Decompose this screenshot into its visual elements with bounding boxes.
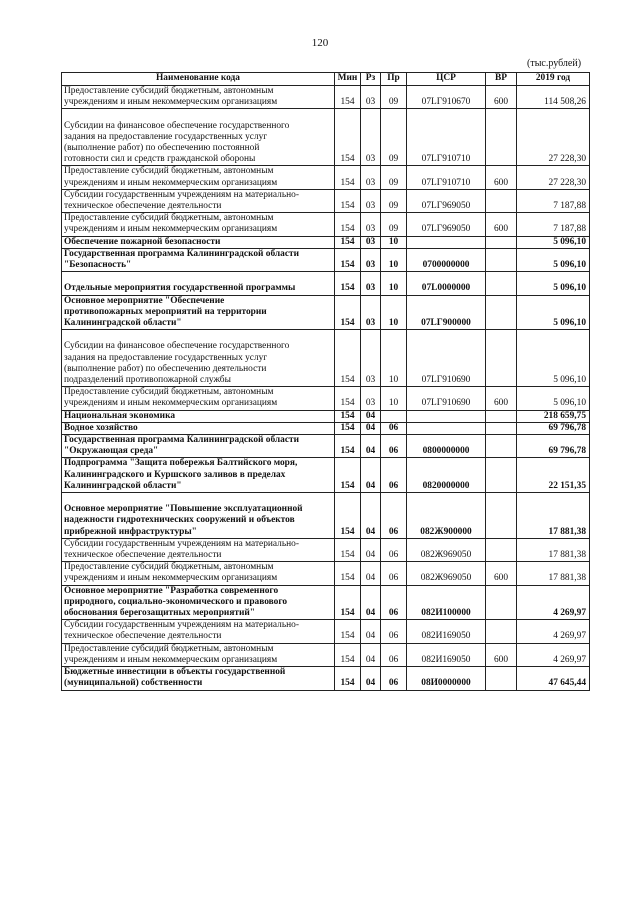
cell-amount: 4 269,97 [517, 585, 590, 620]
cell-amount: 218 659,75 [517, 410, 590, 422]
table-row [62, 585, 590, 620]
table-row [62, 538, 590, 561]
row-name-line: Субсидии на финансовое обеспечение государственного [64, 341, 290, 352]
cell-min: 154 [335, 667, 361, 690]
table-row [62, 86, 590, 109]
row-name [62, 387, 335, 410]
cell-pr: 10 [381, 248, 407, 271]
cell-rz: 03 [361, 272, 381, 295]
table-row [62, 272, 590, 295]
cell-rz: 03 [361, 86, 381, 109]
cell-min: 154 [335, 538, 361, 561]
row-name-line: Субсидии государственным учреждениям на материально- [64, 189, 299, 200]
row-name-line: Основное мероприятие "Повышение эксплуатационной [64, 504, 303, 515]
cell-min: 154 [335, 236, 361, 248]
table-row [62, 493, 590, 539]
cell-amount: 114 508,26 [517, 86, 590, 109]
table-row [62, 248, 590, 271]
cell-rz: 04 [361, 410, 381, 422]
cell-amount: 47 645,44 [517, 667, 590, 690]
cell-amount: 17 881,38 [517, 538, 590, 561]
row-name [62, 86, 335, 109]
row-name [62, 620, 335, 643]
cell-vr [486, 422, 517, 434]
cell-amount: 5 096,10 [517, 330, 590, 387]
row-name [62, 189, 335, 212]
cell-rz: 03 [361, 236, 381, 248]
cell-amount: 5 096,10 [517, 236, 590, 248]
cell-min: 154 [335, 189, 361, 212]
cell-amount: 4 269,97 [517, 620, 590, 643]
cell-vr: 600 [486, 166, 517, 189]
cell-vr: 600 [486, 562, 517, 585]
cell-pr [381, 410, 407, 422]
cell-vr [486, 330, 517, 387]
cell-pr: 06 [381, 538, 407, 561]
cell-csr [407, 410, 486, 422]
row-name-line: техническое обеспечение деятельности [64, 201, 222, 212]
cell-min: 154 [335, 410, 361, 422]
row-name-line: Калининградской области" [64, 318, 182, 329]
cell-pr: 10 [381, 272, 407, 295]
cell-vr [486, 410, 517, 422]
cell-vr [486, 272, 517, 295]
row-name-line: Предоставление субсидий бюджетным, автономным [64, 166, 274, 177]
header-row [62, 73, 590, 86]
cell-csr: 07LГ910710 [407, 166, 486, 189]
cell-vr: 600 [486, 387, 517, 410]
cell-csr: 082И169050 [407, 643, 486, 666]
cell-amount: 69 796,78 [517, 435, 590, 458]
cell-rz: 03 [361, 109, 381, 166]
row-name-line: (муниципальной) собственности [64, 678, 203, 689]
cell-vr: 600 [486, 213, 517, 236]
cell-pr: 06 [381, 620, 407, 643]
cell-rz: 03 [361, 330, 381, 387]
table-row [62, 458, 590, 493]
cell-vr [486, 109, 517, 166]
row-name-line: Предоставление субсидий бюджетным, автономным [64, 643, 274, 654]
row-name-line: техническое обеспечение деятельности [64, 631, 222, 642]
cell-min: 154 [335, 387, 361, 410]
row-name-line: обоснования берегозащитных мероприятий" [64, 608, 256, 619]
cell-min: 154 [335, 458, 361, 493]
cell-min: 154 [335, 620, 361, 643]
table-row [62, 562, 590, 585]
row-name-line: учреждениям и иным некоммерческим организациям [64, 97, 278, 108]
cell-pr: 06 [381, 585, 407, 620]
cell-amount: 5 096,10 [517, 272, 590, 295]
table-row [62, 213, 590, 236]
cell-pr: 09 [381, 109, 407, 166]
cell-csr: 082Ж969050 [407, 562, 486, 585]
row-name-line: подразделений противопожарной службы [64, 375, 231, 386]
cell-vr [486, 493, 517, 539]
cell-pr: 09 [381, 189, 407, 212]
cell-amount: 5 096,10 [517, 248, 590, 271]
row-name [62, 435, 335, 458]
row-name-line: Субсидии государственным учреждениям на материально- [64, 620, 299, 631]
row-name [62, 330, 335, 387]
table-row [62, 643, 590, 666]
row-name-line: Калининградского и Куршского заливов в пределах [64, 469, 286, 480]
cell-csr: 08И0000000 [407, 667, 486, 690]
row-name [62, 493, 335, 539]
budget-table [61, 72, 590, 691]
row-name [62, 272, 335, 295]
cell-amount: 27 228,30 [517, 109, 590, 166]
cell-min: 154 [335, 585, 361, 620]
units-label: (тыс.рублей) [527, 58, 582, 69]
table-row [62, 410, 590, 422]
table-row [62, 422, 590, 434]
header-min: Мин [335, 73, 361, 86]
page-number: 120 [311, 37, 329, 49]
cell-rz: 03 [361, 387, 381, 410]
cell-csr [407, 422, 486, 434]
cell-min: 154 [335, 422, 361, 434]
row-name-line: Государственная программа Калининградской области [64, 248, 300, 259]
cell-vr [486, 189, 517, 212]
cell-pr: 06 [381, 667, 407, 690]
cell-rz: 03 [361, 213, 381, 236]
cell-rz: 04 [361, 538, 381, 561]
cell-vr [486, 585, 517, 620]
cell-csr: 082И169050 [407, 620, 486, 643]
row-name-line: "Безопасность" [64, 260, 132, 271]
cell-min: 154 [335, 330, 361, 387]
cell-amount: 69 796,78 [517, 422, 590, 434]
cell-pr: 06 [381, 562, 407, 585]
cell-min: 154 [335, 435, 361, 458]
cell-rz: 04 [361, 458, 381, 493]
table-body [62, 86, 590, 691]
cell-pr: 10 [381, 387, 407, 410]
row-name-line: (выполнение работ) по обеспечению постоянной [64, 143, 260, 153]
row-name [62, 562, 335, 585]
row-name [62, 667, 335, 690]
cell-min: 154 [335, 272, 361, 295]
row-name-line: учреждениям и иным некоммерческим организациям [64, 398, 278, 409]
cell-csr: 082И100000 [407, 585, 486, 620]
cell-min: 154 [335, 213, 361, 236]
cell-csr: 07LГ910670 [407, 86, 486, 109]
cell-csr: 0800000000 [407, 435, 486, 458]
table-row [62, 330, 590, 387]
row-name-line: Бюджетные инвестиции в объекты государственной [64, 667, 286, 678]
cell-amount: 7 187,88 [517, 189, 590, 212]
cell-amount: 4 269,97 [517, 643, 590, 666]
cell-rz: 03 [361, 189, 381, 212]
table-row [62, 667, 590, 690]
row-name-line: Отдельные мероприятия государственной программы [64, 283, 296, 294]
row-name-line: Субсидии на финансовое обеспечение государственного [64, 120, 290, 131]
row-name-line: Предоставление субсидий бюджетным, автономным [64, 213, 274, 224]
cell-vr [486, 538, 517, 561]
cell-min: 154 [335, 248, 361, 271]
cell-rz: 04 [361, 493, 381, 539]
cell-rz: 03 [361, 295, 381, 330]
row-name [62, 585, 335, 620]
cell-csr: 07LГ969050 [407, 189, 486, 212]
row-name-line: готовности сил и средств гражданской обороны [64, 154, 256, 165]
row-name-line: учреждениям и иным некоммерческим организациям [64, 573, 278, 584]
cell-amount: 7 187,88 [517, 213, 590, 236]
row-name-line: Обеспечение пожарной безопасности [64, 236, 221, 247]
cell-csr: 07LГ969050 [407, 213, 486, 236]
cell-pr: 06 [381, 435, 407, 458]
row-name [62, 109, 335, 166]
cell-rz: 03 [361, 248, 381, 271]
row-name-line: Предоставление субсидий бюджетным, автономным [64, 387, 274, 398]
row-name [62, 213, 335, 236]
row-name-line: прибрежной инфраструктуры" [64, 526, 197, 537]
cell-csr [407, 236, 486, 248]
cell-min: 154 [335, 643, 361, 666]
row-name-line: Субсидии государственным учреждениям на материально- [64, 538, 299, 549]
row-name [62, 422, 335, 434]
row-name [62, 410, 335, 422]
cell-rz: 03 [361, 166, 381, 189]
cell-amount: 17 881,38 [517, 493, 590, 539]
row-name-line: Основное мероприятие "Разработка современного [64, 585, 279, 596]
cell-pr: 10 [381, 330, 407, 387]
cell-pr: 06 [381, 493, 407, 539]
cell-amount: 5 096,10 [517, 295, 590, 330]
cell-amount: 17 881,38 [517, 562, 590, 585]
cell-rz: 04 [361, 667, 381, 690]
cell-vr [486, 667, 517, 690]
row-name-line: Подпрограмма "Защита побережья Балтийского моря, [64, 458, 298, 469]
cell-pr: 06 [381, 643, 407, 666]
header-name: Наименование кода [62, 73, 335, 86]
cell-amount: 22 151,35 [517, 458, 590, 493]
cell-rz: 04 [361, 435, 381, 458]
row-name-line: задания на предоставление государственных услуг [64, 131, 268, 142]
cell-csr: 07LГ910690 [407, 330, 486, 387]
cell-csr: 082Ж969050 [407, 538, 486, 561]
cell-min: 154 [335, 109, 361, 166]
row-name-line: учреждениям и иным некоммерческим организациям [64, 224, 278, 235]
row-name [62, 166, 335, 189]
cell-vr: 600 [486, 643, 517, 666]
row-name [62, 458, 335, 493]
row-name-line: "Окружающая среда" [64, 446, 159, 457]
cell-vr [486, 620, 517, 643]
cell-pr: 06 [381, 458, 407, 493]
row-name-line: учреждениям и иным некоммерческим организациям [64, 177, 278, 188]
table-row [62, 109, 590, 166]
cell-amount: 5 096,10 [517, 387, 590, 410]
cell-vr [486, 435, 517, 458]
row-name-line: задания на предоставление государственных услуг [64, 352, 268, 363]
row-name-line: Основное мероприятие "Обеспечение [64, 295, 225, 306]
cell-csr: 0820000000 [407, 458, 486, 493]
cell-rz: 04 [361, 643, 381, 666]
cell-vr [486, 295, 517, 330]
table-row [62, 295, 590, 330]
row-name-line: противопожарных мероприятий на территории [64, 306, 267, 317]
cell-csr: 082Ж900000 [407, 493, 486, 539]
row-name-line: Предоставление субсидий бюджетным, автономным [64, 86, 274, 96]
cell-pr: 09 [381, 213, 407, 236]
cell-rz: 04 [361, 422, 381, 434]
row-name-line [64, 330, 332, 341]
row-name-line: техническое обеспечение деятельности [64, 550, 222, 561]
cell-csr: 07LГ910690 [407, 387, 486, 410]
cell-csr: 07L0000000 [407, 272, 486, 295]
row-name-line [64, 493, 332, 504]
header-csr: ЦСР [407, 73, 486, 86]
table-row [62, 166, 590, 189]
table-row [62, 236, 590, 248]
row-name [62, 538, 335, 561]
header-rz: Рз [361, 73, 381, 86]
cell-csr: 07LГ910710 [407, 109, 486, 166]
cell-pr: 10 [381, 236, 407, 248]
row-name-line: Государственная программа Калининградской области [64, 435, 300, 446]
row-name-line: надежности гидротехнических сооружений и объектов [64, 515, 295, 526]
table-row [62, 189, 590, 212]
row-name [62, 248, 335, 271]
cell-csr: 0700000000 [407, 248, 486, 271]
cell-vr [486, 248, 517, 271]
table-row [62, 620, 590, 643]
cell-min: 154 [335, 562, 361, 585]
row-name-line: Водное хозяйство [64, 422, 138, 433]
row-name [62, 295, 335, 330]
cell-min: 154 [335, 295, 361, 330]
row-name [62, 236, 335, 248]
cell-rz: 04 [361, 585, 381, 620]
cell-min: 154 [335, 86, 361, 109]
table-row [62, 435, 590, 458]
cell-pr: 06 [381, 422, 407, 434]
cell-pr: 10 [381, 295, 407, 330]
cell-vr [486, 458, 517, 493]
header-year: 2019 год [517, 73, 590, 86]
cell-amount: 27 228,30 [517, 166, 590, 189]
header-pr: Пр [381, 73, 407, 86]
cell-min: 154 [335, 493, 361, 539]
row-name-line [64, 272, 332, 283]
cell-vr: 600 [486, 86, 517, 109]
cell-pr: 09 [381, 86, 407, 109]
table-row [62, 387, 590, 410]
row-name-line: Калининградской области" [64, 480, 182, 491]
row-name [62, 643, 335, 666]
cell-pr: 09 [381, 166, 407, 189]
row-name-line: природного, социально-экономического и правового [64, 596, 288, 607]
cell-rz: 04 [361, 562, 381, 585]
header-vr: ВР [486, 73, 517, 86]
row-name-line: учреждениям и иным некоммерческим организациям [64, 654, 278, 665]
cell-vr [486, 236, 517, 248]
cell-min: 154 [335, 166, 361, 189]
cell-rz: 04 [361, 620, 381, 643]
row-name-line [64, 109, 332, 120]
row-name-line: (выполнение работ) по обеспечению деятельности [64, 363, 267, 374]
cell-csr: 07LГ900000 [407, 295, 486, 330]
row-name-line: Национальная экономика [64, 410, 176, 421]
row-name-line: Предоставление субсидий бюджетным, автономным [64, 562, 274, 573]
